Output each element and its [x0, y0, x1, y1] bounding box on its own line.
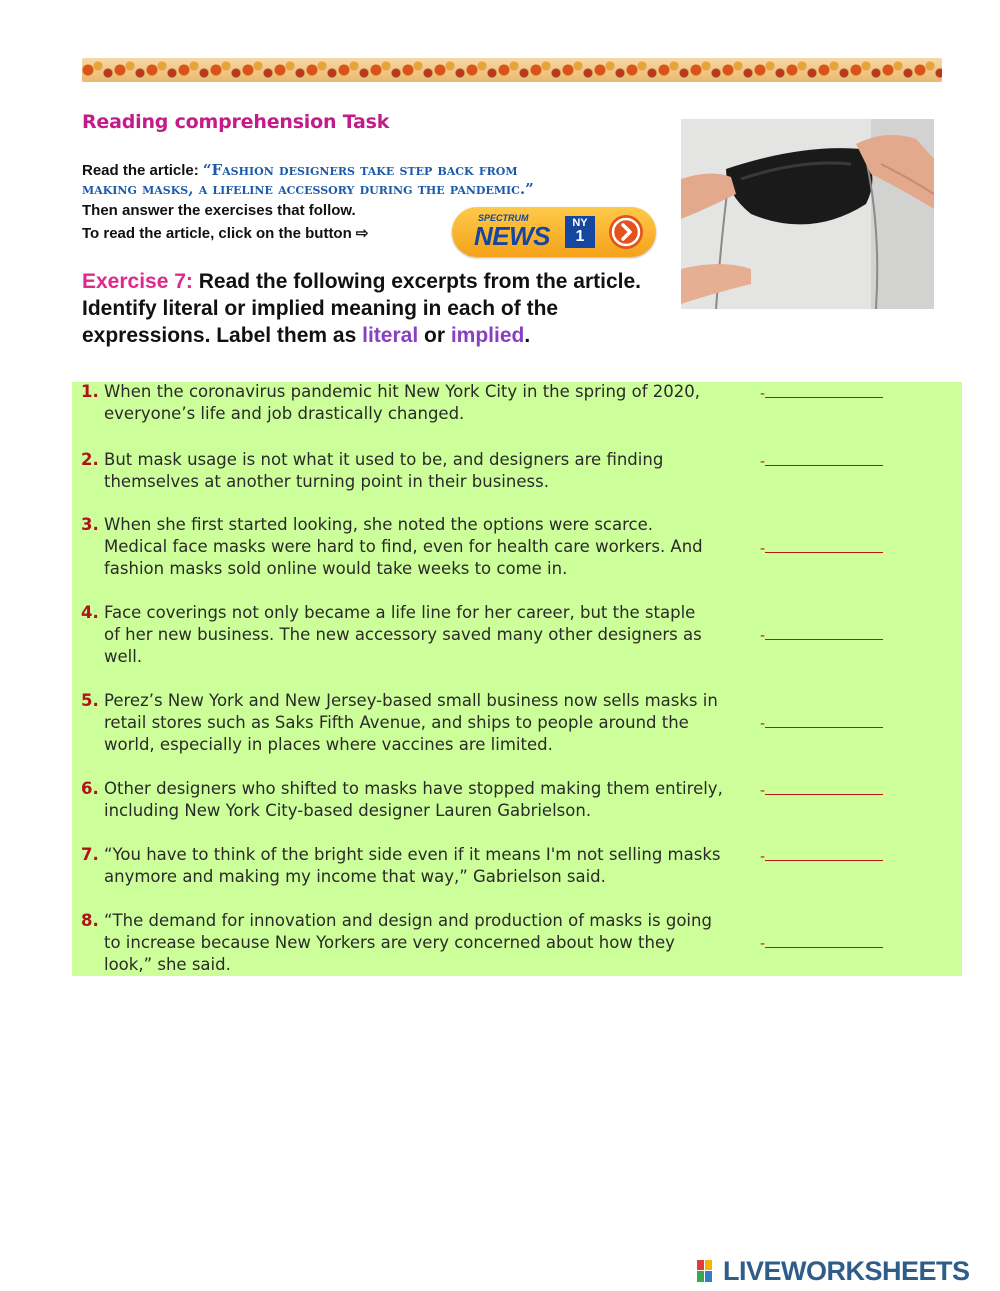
- answer-line[interactable]: [765, 540, 883, 553]
- excerpt-item-7: [81, 844, 746, 888]
- item-text: “You have to think of the bright side even if it means I'm not selling masks: [98, 845, 721, 864]
- item-text-cont: themselves at another turning point in their business.: [104, 472, 549, 491]
- answer-blank-4[interactable]: [760, 627, 884, 644]
- answer-line[interactable]: [765, 715, 883, 728]
- answer-line[interactable]: [765, 385, 883, 398]
- item-text: But mask usage is not what it used to be, and designers are finding: [98, 450, 664, 469]
- item-text: When she first started looking, she noted the options were scarce.: [98, 515, 654, 534]
- item-number: 5.: [81, 691, 99, 710]
- excerpt-item-4: [81, 602, 746, 668]
- answer-blank-2[interactable]: [760, 453, 884, 470]
- heading-end: .: [524, 324, 531, 347]
- item-number: 6.: [81, 779, 99, 798]
- excerpt-item-2: [81, 449, 746, 493]
- news-spectrum-label: SPECTRUM: [478, 213, 529, 223]
- mask-photo: [681, 119, 934, 309]
- answer-blank-8[interactable]: [760, 935, 884, 952]
- item-text-cont: world, especially in places where vaccines are limited.: [104, 735, 553, 754]
- ny-label: NY: [572, 217, 588, 229]
- excerpt-item-1: [81, 381, 746, 425]
- answer-dash: -: [760, 541, 766, 557]
- item-number: 3.: [81, 515, 99, 534]
- exercise-instructions: Read the following excerpts from the article. Identify literal or implied meaning in each of the expressions. Label them as: [82, 270, 642, 347]
- read-article-line: [82, 161, 518, 179]
- answer-dash: -: [760, 716, 766, 732]
- liveworksheets-icon: [697, 1260, 721, 1282]
- news-word-label: NEWS: [474, 221, 550, 251]
- item-text-cont: well.: [104, 647, 143, 666]
- item-text: When the coronavirus pandemic hit New York City in the spring of 2020,: [98, 382, 701, 401]
- answer-blank-7[interactable]: [760, 848, 884, 865]
- item-text-cont: fashion masks sold online would take weeks to come in.: [104, 559, 568, 578]
- item-text-cont: retail stores such as Saks Fifth Avenue, and ships to people around the: [104, 713, 689, 732]
- item-number: 4.: [81, 603, 99, 622]
- answer-dash: -: [760, 849, 766, 865]
- answer-line[interactable]: [765, 627, 883, 640]
- answer-blank-6[interactable]: [760, 782, 884, 799]
- item-text-cont: look,” she said.: [104, 955, 231, 974]
- item-text-cont: Medical face masks were hard to find, even for health care workers. And: [104, 537, 703, 556]
- answer-blank-3[interactable]: [760, 540, 884, 557]
- excerpt-item-5: [81, 690, 746, 756]
- answer-dash: -: [760, 454, 766, 470]
- answer-blank-1[interactable]: [760, 385, 884, 402]
- to-read-text: To read the article, click on the button ⇨: [82, 225, 369, 242]
- excerpt-item-8: [81, 910, 746, 976]
- literal-word: literal: [362, 324, 419, 347]
- answer-dash: -: [760, 386, 766, 402]
- answer-line[interactable]: [765, 848, 883, 861]
- exercise-label: Exercise 7:: [82, 270, 193, 293]
- exercise-heading: [82, 268, 672, 349]
- ny-num-label: 1: [575, 228, 585, 245]
- item-number: 2.: [81, 450, 99, 469]
- item-number: 7.: [81, 845, 99, 864]
- answer-dash: -: [760, 628, 766, 644]
- item-text-cont: anymore and making my income that way,” Gabrielson said.: [104, 867, 606, 886]
- item-text-cont: including New York City-based designer Lauren Gabrielson.: [104, 801, 592, 820]
- mask-illustration: [681, 119, 934, 309]
- item-text-cont: everyone’s life and job drastically changed.: [104, 404, 465, 423]
- spectrum-news-button[interactable]: [452, 207, 656, 257]
- item-text-cont: to increase because New Yorkers are very concerned about how they: [104, 933, 675, 952]
- or-word: or: [418, 324, 451, 347]
- answer-blank-5[interactable]: [760, 715, 884, 732]
- answer-line[interactable]: [765, 782, 883, 795]
- implied-word: implied: [450, 324, 525, 347]
- answer-dash: -: [760, 783, 766, 799]
- item-text: Perez’s New York and New Jersey-based small business now sells masks in: [98, 691, 718, 710]
- item-text: Face coverings not only became a life line for her career, but the staple: [98, 603, 696, 622]
- excerpt-item-6: [81, 778, 746, 822]
- autumn-leaf-banner: [82, 58, 942, 82]
- arrow-right-icon: [609, 215, 643, 249]
- item-text-cont: of her new business. The new accessory saved many other designers as: [104, 625, 702, 644]
- answer-line[interactable]: [765, 453, 883, 466]
- task-title: Reading comprehension Task: [82, 111, 390, 133]
- read-label: Read the article:: [82, 162, 203, 179]
- article-title-line2: making masks, a lifeline accessory during the pandemic.”: [82, 180, 534, 198]
- then-answer-text: Then answer the exercises that follow.: [82, 202, 356, 219]
- arrow-right-glyph: [609, 215, 643, 249]
- article-title-line1: “Fashion designers take step back from: [202, 161, 518, 179]
- item-text: “The demand for innovation and design and production of masks is going: [98, 911, 712, 930]
- excerpt-item-3: [81, 514, 746, 580]
- item-number: 1.: [81, 382, 99, 401]
- item-number: 8.: [81, 911, 99, 930]
- item-text: Other designers who shifted to masks have stopped making them entirely,: [98, 779, 723, 798]
- answer-dash: -: [760, 936, 766, 952]
- liveworksheets-wordmark: LIVEWORKSHEETS: [723, 1256, 970, 1286]
- answer-line[interactable]: [765, 935, 883, 948]
- ny1-logo-icon: [565, 216, 595, 248]
